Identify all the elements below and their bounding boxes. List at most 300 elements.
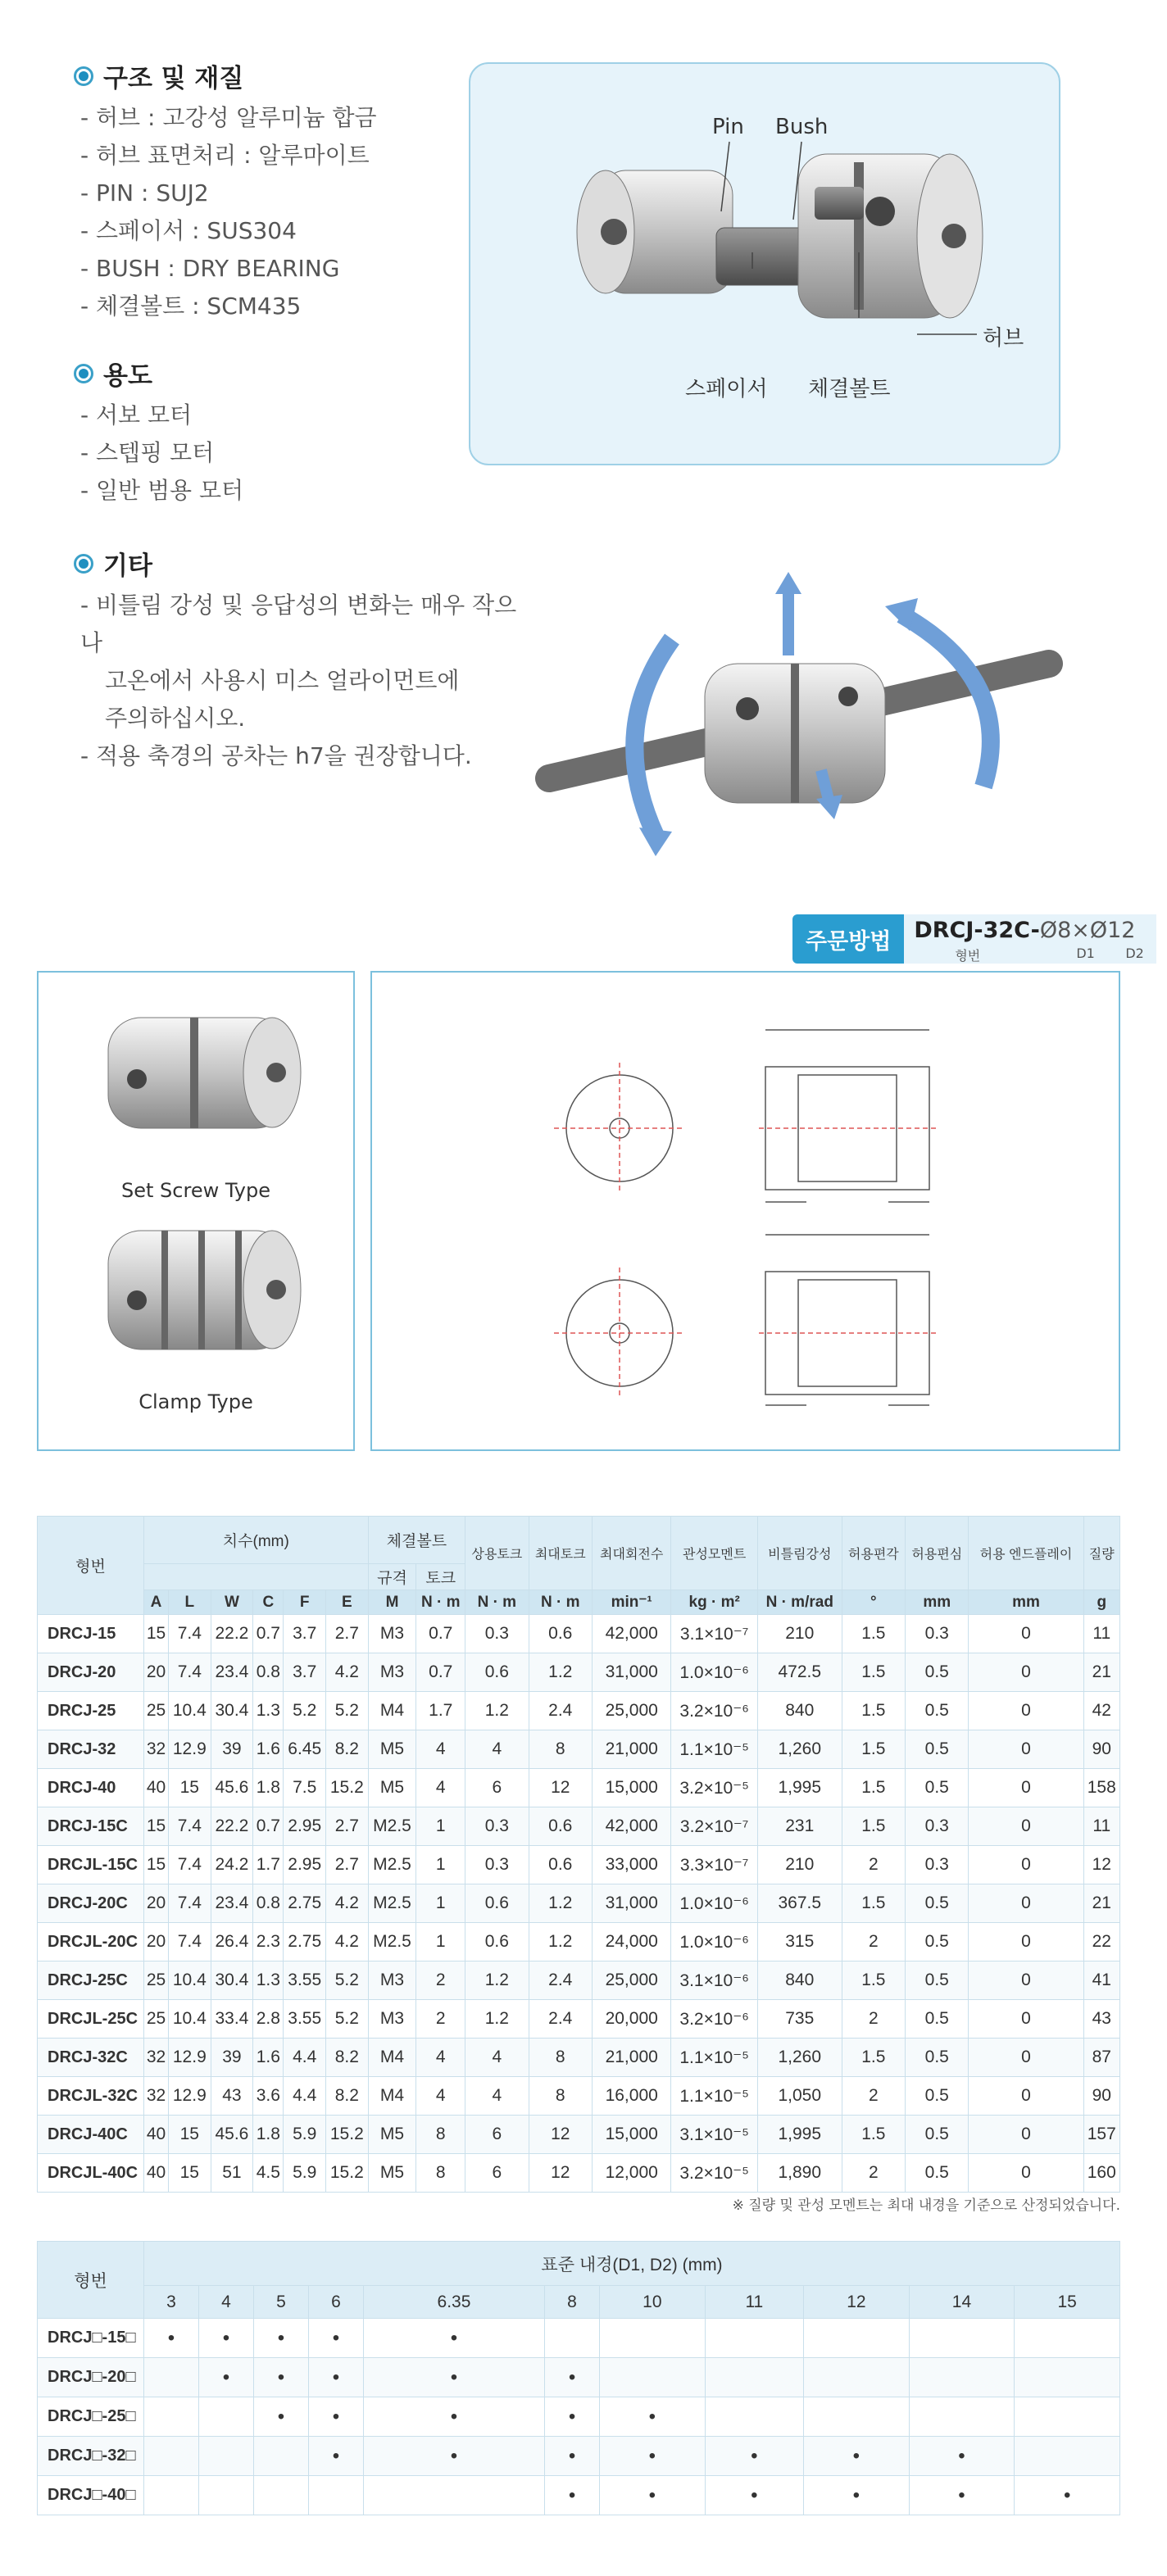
table-cell: 87	[1083, 2039, 1120, 2077]
technical-drawing-box	[370, 971, 1120, 1451]
table-cell: 8	[529, 1730, 592, 1769]
other-lines	[74, 587, 533, 775]
table-cell: 0.6	[465, 1923, 529, 1961]
table-cell: 1.5	[842, 1807, 905, 1846]
table-cell: M3	[368, 1615, 416, 1653]
table-cell: 1.5	[842, 1884, 905, 1923]
table-cell: 3.1×10⁻⁶	[671, 1961, 757, 2000]
availability-cell	[308, 2476, 363, 2515]
model-cell: DRCJ-20C	[38, 1884, 144, 1923]
coupling-types-box	[37, 971, 355, 1451]
model-cell: DRCJ-32	[38, 1730, 144, 1769]
table-cell: 2.7	[326, 1807, 369, 1846]
table-cell: 0.6	[465, 1884, 529, 1923]
table-row	[38, 1730, 1120, 1769]
spec-col-endplay: 허용 엔드플레이	[969, 1517, 1083, 1590]
structure-line: - BUSH : DRY BEARING	[80, 255, 340, 282]
availability-cell: •	[804, 2476, 910, 2515]
table-cell: 1.0×10⁻⁶	[671, 1884, 757, 1923]
table-cell: 0	[969, 2154, 1083, 2193]
table-cell: 4.2	[326, 1653, 369, 1692]
table-cell: 42	[1083, 1692, 1120, 1730]
table-cell: 1.7	[416, 1692, 465, 1730]
availability-cell: •	[545, 2437, 600, 2476]
table-cell: 2.95	[284, 1807, 326, 1846]
table-cell: 8.2	[326, 1730, 369, 1769]
table-cell: 2	[416, 1961, 465, 2000]
table-cell: 42,000	[592, 1807, 670, 1846]
model-cell: DRCJ-40	[38, 1769, 144, 1807]
table-cell: M2.5	[368, 1807, 416, 1846]
availability-cell: •	[308, 2319, 363, 2358]
table-cell: 15	[169, 2154, 211, 2193]
availability-cell: •	[600, 2397, 706, 2437]
spec-unit-cell: A	[144, 1590, 169, 1615]
table-cell: 2.95	[284, 1846, 326, 1884]
spec-unit-cell: g	[1083, 1590, 1120, 1615]
availability-cell	[198, 2397, 253, 2437]
table-row	[38, 1692, 1120, 1730]
table-row	[38, 2397, 1120, 2437]
table-cell: 42,000	[592, 1615, 670, 1653]
table-cell: M3	[368, 1653, 416, 1692]
model-cell: DRCJ-32C	[38, 2039, 144, 2077]
spec-col-bolt-torque: 토크	[416, 1564, 465, 1590]
table-cell: 4.2	[326, 1884, 369, 1923]
table-cell: 6	[465, 2154, 529, 2193]
table-cell: 0.3	[906, 1846, 969, 1884]
spec-col-dims: 치수(mm)	[144, 1517, 369, 1564]
table-cell: 31,000	[592, 1653, 670, 1692]
table-cell: 31,000	[592, 1884, 670, 1923]
table-cell: 840	[757, 1961, 842, 2000]
availability-cell: •	[363, 2437, 544, 2476]
table-cell: M5	[368, 2116, 416, 2154]
table-cell: 25	[144, 2000, 169, 2039]
table-cell: 0	[969, 2039, 1083, 2077]
table-cell: M5	[368, 1730, 416, 1769]
table-cell: 1.5	[842, 2116, 905, 2154]
spec-unit-cell: N · m	[529, 1590, 592, 1615]
bolt-label: 체결볼트	[808, 377, 891, 401]
table-row	[38, 2319, 1120, 2358]
table-cell: 1	[416, 1846, 465, 1884]
model-cell: DRCJ-25	[38, 1692, 144, 1730]
model-cell: DRCJ□-20□	[38, 2358, 144, 2397]
model-cell: DRCJ□-15□	[38, 2319, 144, 2358]
set-screw-caption: Set Screw Type	[121, 1179, 270, 1202]
table-cell: 4	[416, 1769, 465, 1807]
misalignment-illustration	[524, 565, 1098, 893]
table-cell: 472.5	[757, 1653, 842, 1692]
table-cell: 3.2×10⁻⁶	[671, 2000, 757, 2039]
model-cell: DRCJL-20C	[38, 1923, 144, 1961]
table-cell: 32	[144, 1730, 169, 1769]
table-cell: 4	[416, 2077, 465, 2116]
table-cell: 30.4	[211, 1961, 253, 2000]
spec-col-rated-torque: 상용토크	[465, 1517, 529, 1590]
table-cell: 39	[211, 1730, 253, 1769]
bore-size-header: 14	[909, 2286, 1015, 2319]
table-cell: 25,000	[592, 1961, 670, 2000]
bore-sizes-row	[38, 2286, 1120, 2319]
table-cell: M4	[368, 1692, 416, 1730]
availability-cell: •	[253, 2358, 308, 2397]
model-cell: DRCJ-15C	[38, 1807, 144, 1846]
availability-cell	[1015, 2358, 1120, 2397]
table-cell: 1,260	[757, 1730, 842, 1769]
table-cell: 2	[842, 2000, 905, 2039]
model-cell: DRCJ□-32□	[38, 2437, 144, 2476]
table-cell: 157	[1083, 2116, 1120, 2154]
table-cell: 4	[416, 2039, 465, 2077]
table-cell: 3.55	[284, 1961, 326, 2000]
table-cell: 0.5	[906, 2039, 969, 2077]
table-cell: 1.5	[842, 1961, 905, 2000]
table-cell: 2.7	[326, 1846, 369, 1884]
model-cell: DRCJL-15C	[38, 1846, 144, 1884]
spec-unit-cell: °	[842, 1590, 905, 1615]
table-cell: 24.2	[211, 1846, 253, 1884]
table-cell: 8.2	[326, 2077, 369, 2116]
table-cell: 0	[969, 1923, 1083, 1961]
table-cell: 3.2×10⁻⁷	[671, 1807, 757, 1846]
table-cell: 0.8	[253, 1653, 284, 1692]
table-cell: M5	[368, 1769, 416, 1807]
table-cell: 1.0×10⁻⁶	[671, 1923, 757, 1961]
table-cell: 1.6	[253, 2039, 284, 2077]
order-sub-d1: D1	[1076, 946, 1095, 961]
structure-line: - PIN : SUJ2	[80, 179, 209, 206]
other-line: 고온에서 사용시 미스 얼라이먼트에	[105, 667, 460, 694]
table-cell: 40	[144, 1769, 169, 1807]
bore-title: 표준 내경(D1, D2) (mm)	[144, 2242, 1120, 2286]
table-cell: 0.6	[529, 1615, 592, 1653]
other-section	[74, 545, 533, 775]
table-cell: 2.7	[326, 1615, 369, 1653]
table-cell: 1	[416, 1807, 465, 1846]
spec-unit-cell: kg · m²	[671, 1590, 757, 1615]
table-cell: 12	[529, 1769, 592, 1807]
table-cell: 0.3	[465, 1615, 529, 1653]
availability-cell: •	[909, 2437, 1015, 2476]
table-cell: 2	[842, 1923, 905, 1961]
table-cell: 1.7	[253, 1846, 284, 1884]
table-cell: 10.4	[169, 2000, 211, 2039]
spec-col-model: 형번	[38, 1517, 144, 1615]
table-cell: 0.6	[529, 1846, 592, 1884]
table-cell: 0	[969, 1807, 1083, 1846]
pin-label: Pin	[712, 115, 744, 139]
availability-cell: •	[253, 2397, 308, 2437]
bore-col-model: 형번	[38, 2242, 144, 2319]
availability-cell: •	[363, 2358, 544, 2397]
table-cell: M2.5	[368, 1846, 416, 1884]
table-cell: 0.5	[906, 2000, 969, 2039]
table-cell: 1.0×10⁻⁶	[671, 1653, 757, 1692]
table-cell: 2.8	[253, 2000, 284, 2039]
availability-cell	[705, 2397, 803, 2437]
table-cell: 15	[144, 1807, 169, 1846]
table-cell: 12.9	[169, 2077, 211, 2116]
bore-size-header: 6	[308, 2286, 363, 2319]
bore-size-header: 8	[545, 2286, 600, 2319]
model-cell: DRCJ-25C	[38, 1961, 144, 2000]
table-cell: 5.9	[284, 2116, 326, 2154]
table-cell: 0	[969, 1653, 1083, 1692]
structure-line: - 허브 : 고강성 알루미늄 합금	[80, 104, 377, 131]
availability-cell	[545, 2319, 600, 2358]
availability-cell	[909, 2319, 1015, 2358]
table-cell: 4	[465, 2039, 529, 2077]
table-cell: 22	[1083, 1923, 1120, 1961]
table-cell: 0.6	[529, 1807, 592, 1846]
structure-lines	[74, 99, 500, 325]
table-cell: 8	[529, 2077, 592, 2116]
availability-cell: •	[909, 2476, 1015, 2515]
table-cell: 3.55	[284, 2000, 326, 2039]
availability-cell: •	[363, 2397, 544, 2437]
table-cell: M2.5	[368, 1884, 416, 1923]
usage-line: - 스텝핑 모터	[80, 439, 215, 466]
availability-cell: •	[545, 2476, 600, 2515]
table-cell: M2.5	[368, 1923, 416, 1961]
table-cell: 0	[969, 2000, 1083, 2039]
availability-cell	[198, 2476, 253, 2515]
table-cell: 40	[144, 2154, 169, 2193]
spec-unit-cell: E	[326, 1590, 369, 1615]
spec-unit-cell: min⁻¹	[592, 1590, 670, 1615]
availability-cell: •	[804, 2437, 910, 2476]
table-cell: 1	[416, 1923, 465, 1961]
table-cell: 6	[465, 1769, 529, 1807]
table-cell: 0.3	[906, 1807, 969, 1846]
table-cell: 1.5	[842, 1653, 905, 1692]
spec-col-angular: 허용편각	[842, 1517, 905, 1590]
table-cell: 5.2	[326, 1692, 369, 1730]
table-cell: 1	[416, 1884, 465, 1923]
availability-cell	[253, 2437, 308, 2476]
table-cell: 0	[969, 1961, 1083, 2000]
bore-size-header: 10	[600, 2286, 706, 2319]
table-cell: 90	[1083, 1730, 1120, 1769]
order-sub-model: 형번	[955, 948, 981, 964]
table-cell: 45.6	[211, 1769, 253, 1807]
table-cell: 1.1×10⁻⁵	[671, 2039, 757, 2077]
table-cell: 25	[144, 1961, 169, 2000]
table-cell: 0.7	[416, 1653, 465, 1692]
order-code: DRCJ-32C-Ø8×Ø12	[914, 918, 1136, 943]
table-cell: 6	[465, 2116, 529, 2154]
availability-cell: •	[545, 2358, 600, 2397]
table-cell: 4.5	[253, 2154, 284, 2193]
table-cell: M5	[368, 2154, 416, 2193]
table-cell: 12	[529, 2154, 592, 2193]
model-cell: DRCJL-25C	[38, 2000, 144, 2039]
spec-col-bolt: 체결볼트	[368, 1517, 465, 1564]
structure-section	[74, 57, 500, 325]
table-cell: 315	[757, 1923, 842, 1961]
table-row	[38, 1923, 1120, 1961]
availability-cell	[804, 2358, 910, 2397]
availability-cell: •	[705, 2437, 803, 2476]
table-cell: 0	[969, 1730, 1083, 1769]
table-cell: 8	[416, 2154, 465, 2193]
availability-cell: •	[253, 2319, 308, 2358]
table-cell: 24,000	[592, 1923, 670, 1961]
table-row	[38, 2154, 1120, 2193]
bush-label: Bush	[775, 115, 829, 139]
availability-cell	[198, 2437, 253, 2476]
table-cell: 15	[144, 1615, 169, 1653]
availability-cell	[705, 2358, 803, 2397]
table-cell: 11	[1083, 1807, 1120, 1846]
table-cell: 1,995	[757, 1769, 842, 1807]
table-cell: 15	[169, 2116, 211, 2154]
table-cell: 10.4	[169, 1961, 211, 2000]
table-cell: 0.5	[906, 1961, 969, 2000]
table-cell: 21	[1083, 1653, 1120, 1692]
usage-line: - 일반 범용 모터	[80, 477, 244, 504]
availability-cell	[909, 2358, 1015, 2397]
spec-unit-cell: F	[284, 1590, 326, 1615]
table-cell: 1.1×10⁻⁵	[671, 2077, 757, 2116]
table-cell: 2.3	[253, 1923, 284, 1961]
table-cell: 20	[144, 1923, 169, 1961]
usage-lines	[74, 397, 500, 510]
table-row	[38, 1769, 1120, 1807]
table-cell: 367.5	[757, 1884, 842, 1923]
table-row	[38, 1884, 1120, 1923]
table-row	[38, 2437, 1120, 2476]
table-cell: 7.4	[169, 1846, 211, 1884]
table-cell: 45.6	[211, 2116, 253, 2154]
table-cell: 1.6	[253, 1730, 284, 1769]
structure-diagram-panel	[469, 62, 1060, 465]
table-cell: 7.4	[169, 1884, 211, 1923]
table-cell: 2.75	[284, 1884, 326, 1923]
table-cell: 0	[969, 2116, 1083, 2154]
availability-cell: •	[198, 2358, 253, 2397]
table-cell: 3.3×10⁻⁷	[671, 1846, 757, 1884]
table-cell: 43	[1083, 2000, 1120, 2039]
table-cell: 0	[969, 1846, 1083, 1884]
spec-unit-cell: N · m/rad	[757, 1590, 842, 1615]
table-cell: 4	[465, 1730, 529, 1769]
availability-cell	[144, 2397, 199, 2437]
table-cell: 8	[529, 2039, 592, 2077]
spec-note: ※ 질량 및 관성 모멘트는 최대 내경을 기준으로 산정되었습니다.	[732, 2197, 1120, 2214]
availability-cell: •	[363, 2319, 544, 2358]
table-cell: 51	[211, 2154, 253, 2193]
table-cell: 0.5	[906, 1884, 969, 1923]
availability-cell	[144, 2476, 199, 2515]
table-cell: 1.3	[253, 1692, 284, 1730]
bore-size-header: 3	[144, 2286, 199, 2319]
table-cell: 1,260	[757, 2039, 842, 2077]
spec-units-row	[38, 1590, 1120, 1615]
table-cell: 23.4	[211, 1884, 253, 1923]
table-cell: 5.2	[284, 1692, 326, 1730]
table-cell: 26.4	[211, 1923, 253, 1961]
spec-unit-cell: W	[211, 1590, 253, 1615]
table-cell: 4.4	[284, 2039, 326, 2077]
table-cell: 0	[969, 1884, 1083, 1923]
table-cell: 6.45	[284, 1730, 326, 1769]
table-cell: 12	[1083, 1846, 1120, 1884]
table-cell: 7.4	[169, 1615, 211, 1653]
table-cell: 0.7	[416, 1615, 465, 1653]
table-row	[38, 1846, 1120, 1884]
table-cell: 33,000	[592, 1846, 670, 1884]
availability-cell	[1015, 2319, 1120, 2358]
table-cell: 1.2	[529, 1923, 592, 1961]
table-cell: 4	[465, 2077, 529, 2116]
table-cell: 15.2	[326, 2116, 369, 2154]
model-cell: DRCJL-32C	[38, 2077, 144, 2116]
table-cell: 12.9	[169, 2039, 211, 2077]
table-cell: 21,000	[592, 2039, 670, 2077]
availability-cell	[804, 2397, 910, 2437]
table-cell: 3.7	[284, 1615, 326, 1653]
table-cell: 1.5	[842, 1692, 905, 1730]
table-cell: 231	[757, 1807, 842, 1846]
table-cell: 2.4	[529, 1961, 592, 2000]
table-cell: 3.1×10⁻⁵	[671, 2116, 757, 2154]
table-cell: 43	[211, 2077, 253, 2116]
table-cell: 210	[757, 1846, 842, 1884]
model-cell: DRCJ□-25□	[38, 2397, 144, 2437]
order-method-tag: 주문방법	[792, 914, 904, 964]
order-method-bar	[792, 914, 1156, 964]
table-cell: 0.5	[906, 1923, 969, 1961]
table-cell: 7.4	[169, 1807, 211, 1846]
spec-table	[37, 1516, 1120, 2193]
hub-label: 허브	[983, 326, 1024, 351]
table-cell: 1,995	[757, 2116, 842, 2154]
table-cell: 3.1×10⁻⁷	[671, 1615, 757, 1653]
availability-cell	[363, 2476, 544, 2515]
table-cell: 0.8	[253, 1884, 284, 1923]
availability-cell: •	[600, 2437, 706, 2476]
spec-unit-cell: N · m	[416, 1590, 465, 1615]
table-cell: 2.4	[529, 1692, 592, 1730]
table-row	[38, 2077, 1120, 2116]
availability-cell	[1015, 2397, 1120, 2437]
usage-line: - 서보 모터	[80, 401, 193, 429]
table-cell: 21	[1083, 1884, 1120, 1923]
table-row	[38, 2358, 1120, 2397]
table-cell: 1.2	[529, 1884, 592, 1923]
bullet-icon	[74, 554, 93, 574]
usage-section	[74, 355, 500, 510]
table-cell: 2.75	[284, 1923, 326, 1961]
model-cell: DRCJ□-40□	[38, 2476, 144, 2515]
bore-size-header: 15	[1015, 2286, 1120, 2319]
spec-unit-cell: N · m	[465, 1590, 529, 1615]
table-cell: 0.3	[465, 1846, 529, 1884]
table-cell: 90	[1083, 2077, 1120, 2116]
table-cell: 1.2	[465, 1692, 529, 1730]
table-cell: 25,000	[592, 1692, 670, 1730]
table-cell: 1.5	[842, 1730, 905, 1769]
table-cell: 0	[969, 1692, 1083, 1730]
table-cell: 15,000	[592, 2116, 670, 2154]
table-cell: 15	[144, 1846, 169, 1884]
table-cell: 12,000	[592, 2154, 670, 2193]
table-row	[38, 2116, 1120, 2154]
table-cell: 160	[1083, 2154, 1120, 2193]
